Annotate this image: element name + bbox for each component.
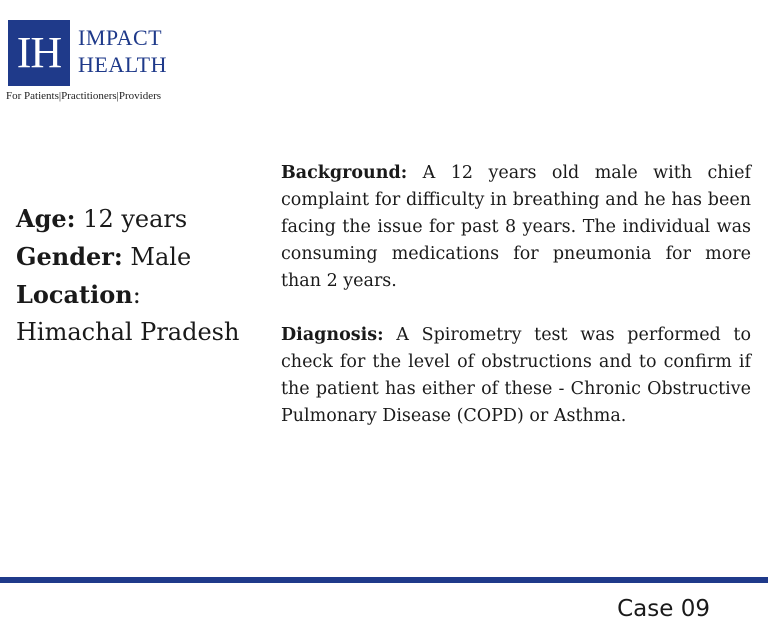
location-colon: : <box>132 281 141 309</box>
background-text: A 12 years old male with chief complaint for difficulty in breathing and he has been facing the issue for past 8 years. The individual was consuming medications for pneumonia for more than 2 years. <box>281 163 751 291</box>
brand-tagline: For Patients|Practitioners|Providers <box>6 90 162 102</box>
footer-divider <box>0 577 768 583</box>
brand-name-line2: HEALTH <box>78 52 167 77</box>
background-paragraph <box>281 160 751 295</box>
background-label: Background: <box>281 163 408 183</box>
diagnosis-paragraph <box>281 322 751 430</box>
diagnosis-text: A Spirometry test was performed to check for the level of obstructions and to confirm if the patient has either of these - Chronic Obstructive Pulmonary Disease (COPD) or Asthma. <box>281 325 751 426</box>
location-value: Himachal Pradesh <box>16 318 240 346</box>
logo-monogram: IH <box>8 20 70 86</box>
age-value: 12 years <box>83 205 188 233</box>
age-row <box>16 200 266 238</box>
gender-row <box>16 238 266 276</box>
gender-value: Male <box>130 243 192 271</box>
case-number: Case 09 <box>617 596 710 622</box>
patient-info <box>16 200 266 351</box>
gender-label: Gender: <box>16 242 123 271</box>
location-label: Location <box>16 280 133 309</box>
age-label: Age: <box>16 204 76 233</box>
brand-name-line1: IMPACT <box>78 25 163 50</box>
case-description <box>281 160 751 430</box>
diagnosis-label: Diagnosis: <box>281 325 384 345</box>
location-row <box>16 276 266 314</box>
brand-name <box>78 24 167 78</box>
